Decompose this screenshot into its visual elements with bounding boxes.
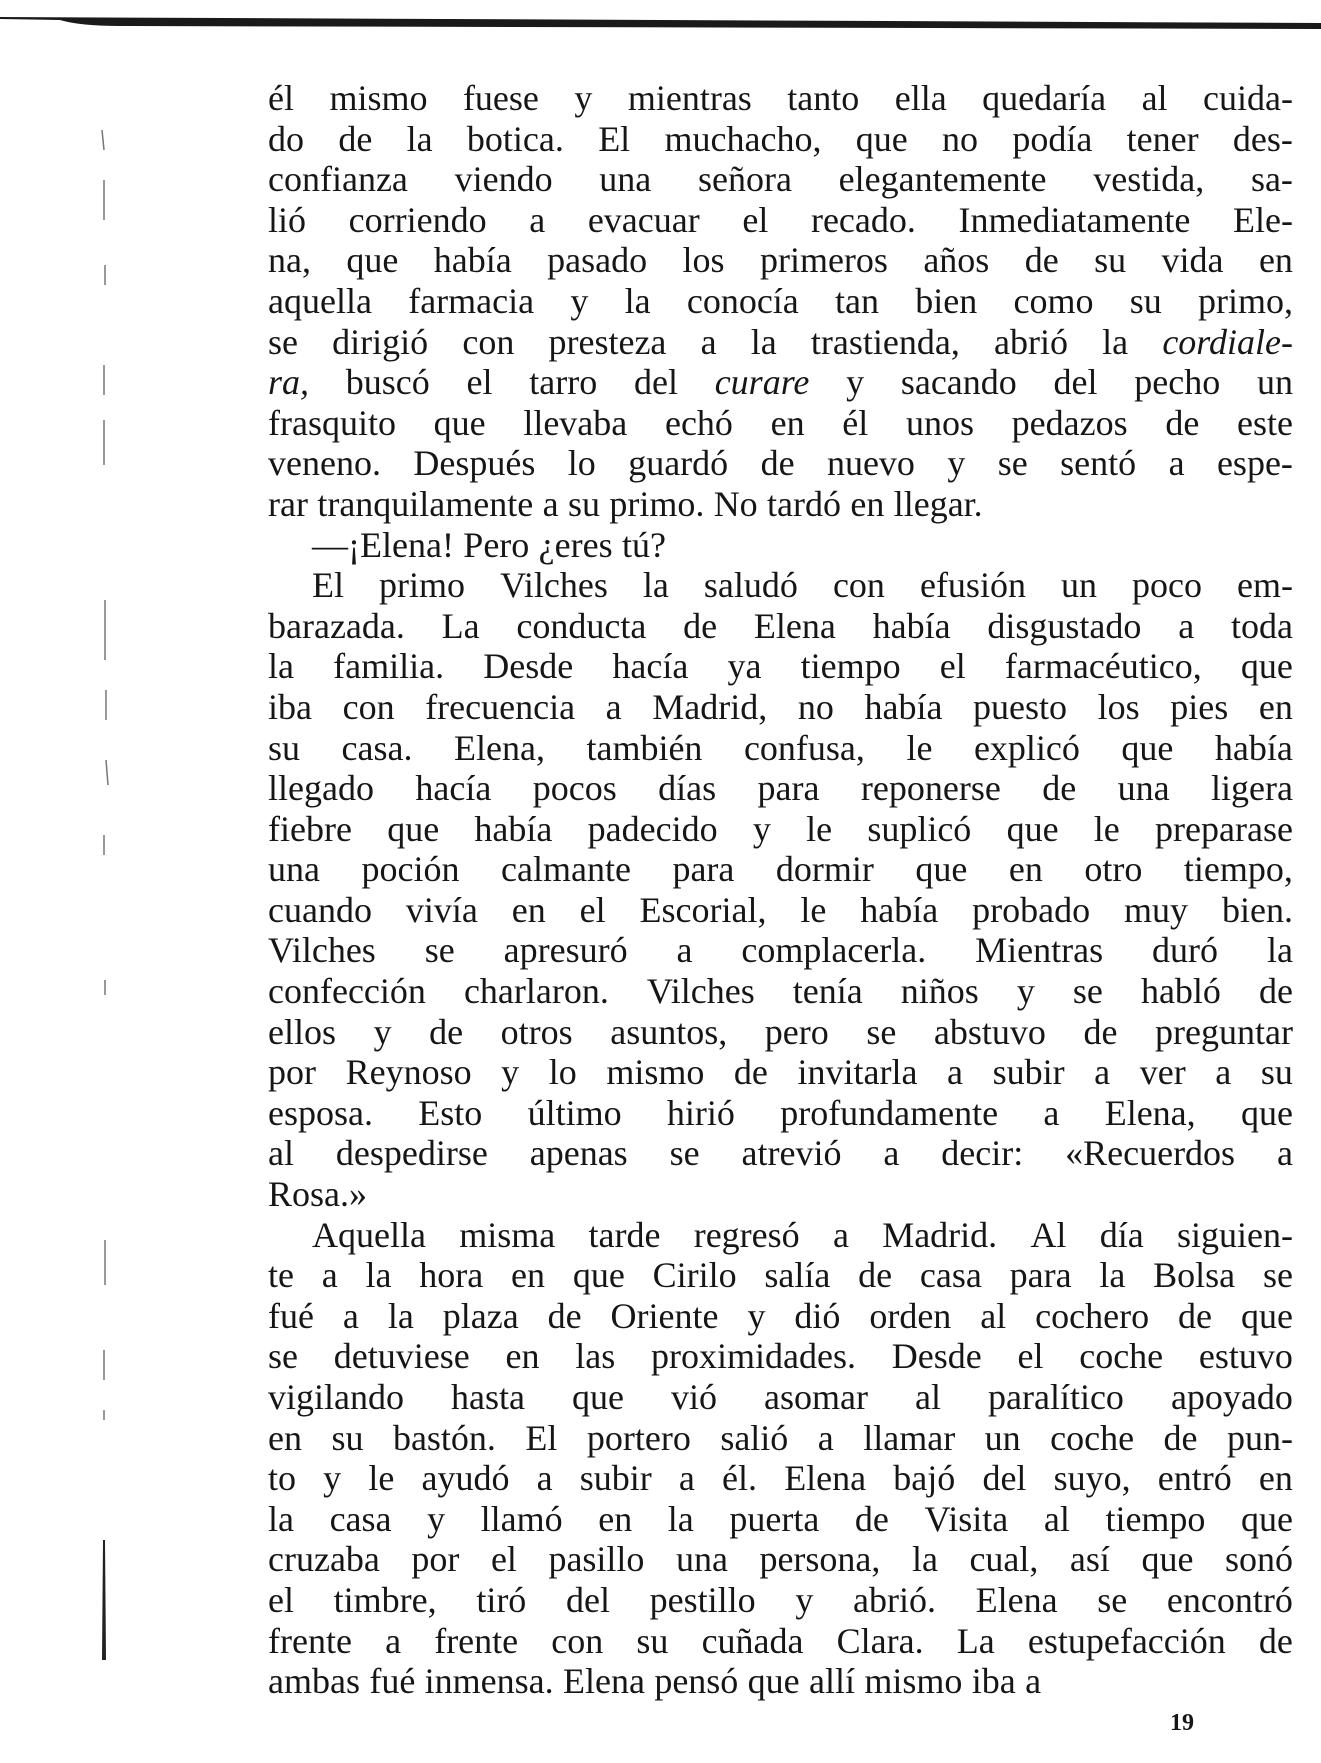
text-line: frasquito que llevaba echó en él unos pedazos de este (268, 402, 1293, 443)
text-line: ellos y de otros asuntos, pero se abstuvo de preguntar (268, 1011, 1293, 1052)
text-line: fué a la plaza de Oriente y dió orden al cochero de que (268, 1295, 1293, 1336)
text-line: Rosa.» (268, 1174, 367, 1215)
text-line: una poción calmante para dormir que en otro tiempo, (268, 849, 1293, 890)
text-line: su casa. Elena, también confusa, le explicó que había (268, 727, 1293, 768)
text-line: aquella farmacia y la conocía tan bien como su primo, (268, 280, 1293, 321)
text-line: —¡Elena! Pero ¿eres tú? (312, 524, 666, 565)
text-line: iba con frecuencia a Madrid, no había puesto los pies en (268, 686, 1293, 727)
text-line: to y le ayudó a subir a él. Elena bajó del suyo, entró en (268, 1458, 1293, 1499)
text-line: el timbre, tiró del pestillo y abrió. Elena se encontró (268, 1579, 1293, 1620)
text-line: lió corriendo a evacuar el recado. Inmediatamente Ele- (268, 199, 1293, 240)
paragraph (268, 1215, 1293, 1702)
text-line: ra, buscó el tarro del curare y sacando del pecho un (268, 362, 1293, 403)
text-line: la familia. Desde hacía ya tiempo el farmacéutico, que (268, 646, 1293, 687)
text-line: la casa y llamó en la puerta de Visita al tiempo que (268, 1498, 1293, 1539)
page-number: 19 (1170, 1710, 1194, 1736)
text-line: en su bastón. El portero salió a llamar un coche de pun- (268, 1417, 1293, 1458)
text-line: se dirigió con presteza a la trastienda, abrió la cordiale- (268, 321, 1293, 362)
text-line: vigilando hasta que vió asomar al paralítico apoyado (268, 1377, 1293, 1417)
book-page-text (268, 78, 1293, 1702)
margin-scan-marks (80, 120, 120, 1680)
text-line: do de la botica. El muchacho, que no podía tener des- (268, 118, 1293, 159)
text-line: ambas fué inmensa. Elena pensó que allí mismo iba a (268, 1661, 1042, 1702)
text-line: confección charlaron. Vilches tenía niños y se habló de (268, 971, 1293, 1012)
paragraph (268, 565, 1293, 1215)
paragraph (268, 78, 1293, 525)
text-line: Vilches se apresuró a complacerla. Mientras duró la (268, 930, 1293, 971)
text-line: se detuviese en las proximidades. Desde el coche estuvo (268, 1336, 1293, 1377)
text-line: llegado hacía pocos días para reponerse de una ligera (268, 768, 1293, 809)
text-line: El primo Vilches la saludó con efusión un poco em- (312, 565, 1293, 606)
text-line: cuando vivía en el Escorial, le había probado muy bien. (268, 889, 1293, 930)
text-line: Aquella misma tarde regresó a Madrid. Al día siguien- (312, 1214, 1293, 1255)
text-line: te a la hora en que Cirilo salía de casa para la Bolsa se (268, 1255, 1293, 1296)
text-line: fiebre que había padecido y le suplicó que le preparase (268, 808, 1293, 849)
text-line: na, que había pasado los primeros años de su vida en (268, 240, 1293, 281)
text-line: barazada. La conducta de Elena había disgustado a toda (268, 605, 1293, 646)
text-line: al despedirse apenas se atrevió a decir: «Recuerdos a (268, 1133, 1293, 1174)
text-line: confianza viendo una señora elegantemente vestida, sa- (268, 159, 1293, 200)
text-line: él mismo fuese y mientras tanto ella quedaría al cuida- (268, 78, 1293, 118)
top-scan-rule (0, 14, 1321, 36)
text-line: por Reynoso y lo mismo de invitarla a subir a ver a su (268, 1052, 1293, 1093)
text-line: esposa. Esto último hirió profundamente a Elena, que (268, 1092, 1293, 1133)
paragraph (268, 525, 1293, 566)
text-line: veneno. Después lo guardó de nuevo y se sentó a espe- (268, 443, 1293, 484)
text-line: cruzaba por el pasillo una persona, la cual, así que sonó (268, 1539, 1293, 1580)
text-line: rar tranquilamente a su primo. No tardó en llegar. (268, 483, 983, 524)
text-line: frente a frente con su cuñada Clara. La estupefacción de (268, 1620, 1293, 1661)
